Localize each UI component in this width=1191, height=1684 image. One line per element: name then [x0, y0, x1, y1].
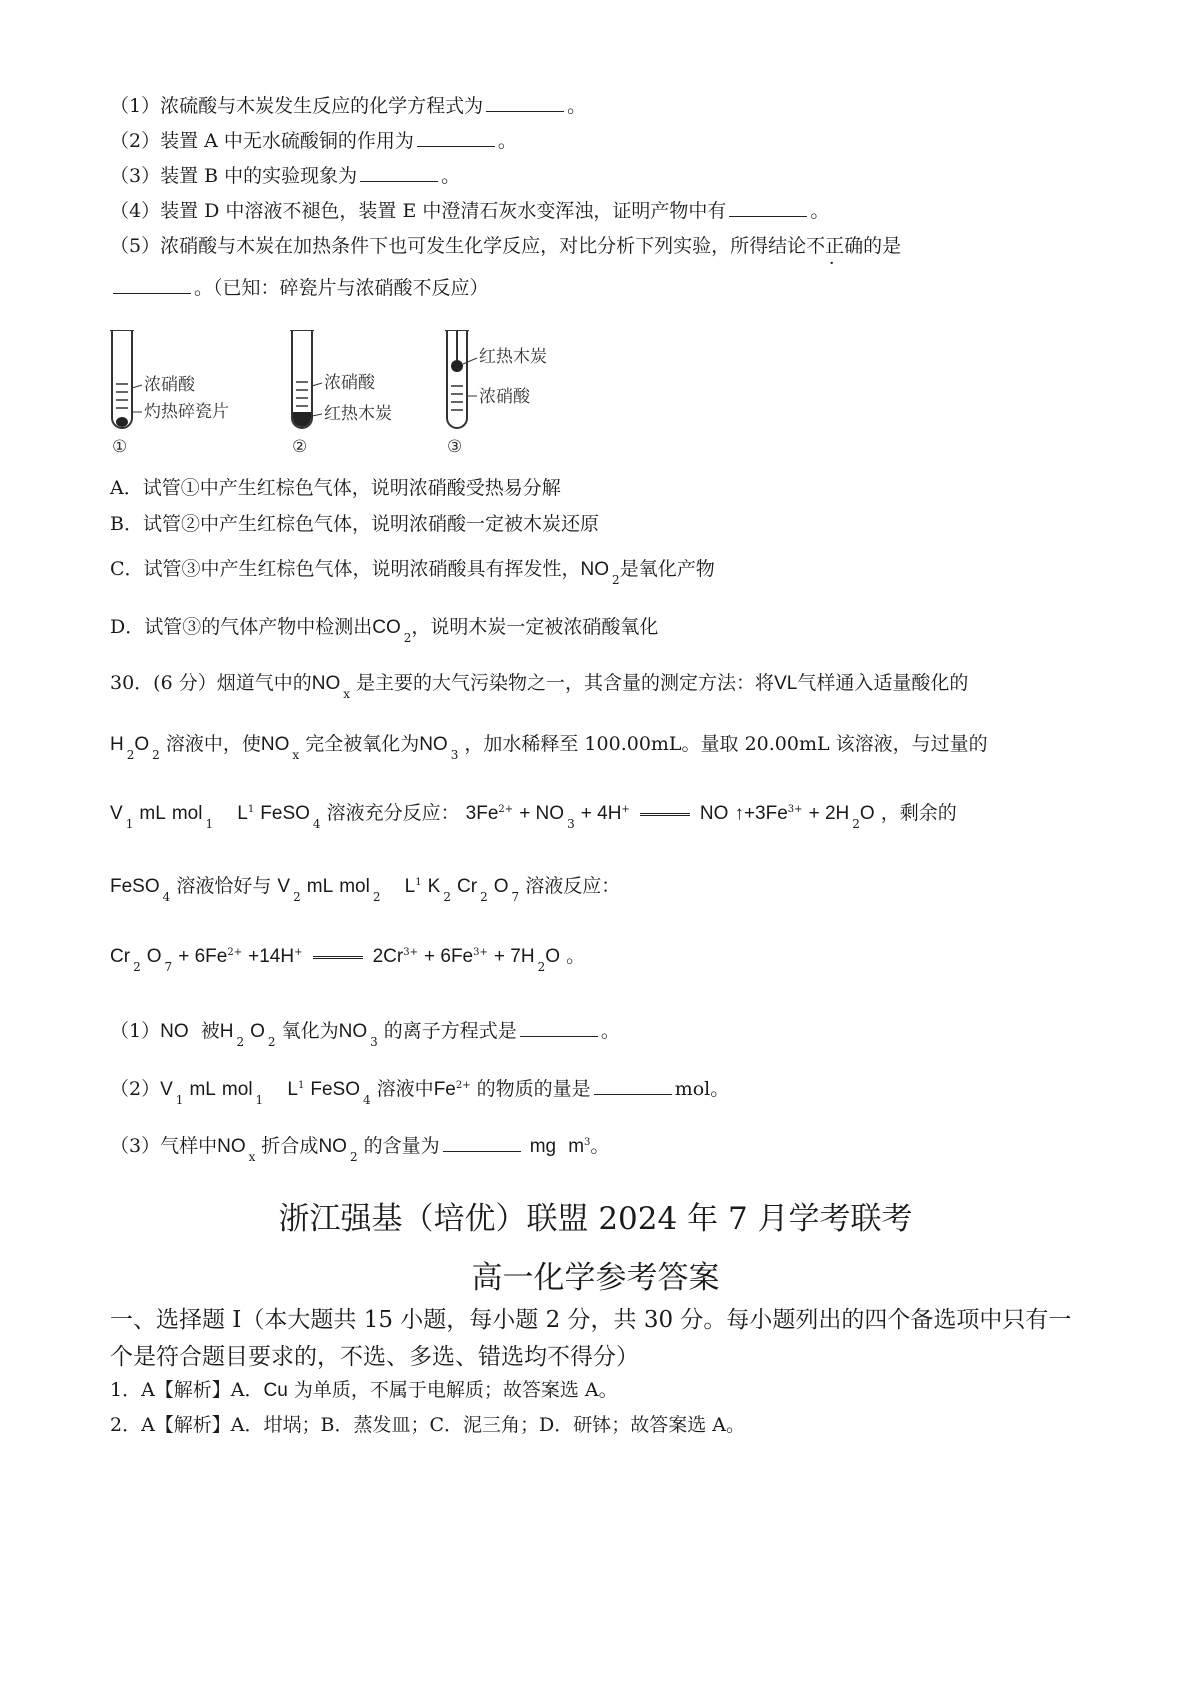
q29-sub2: （2）装置 A 中无水硫酸铜的作用为 。	[110, 130, 517, 152]
q29-sub5-line2: 。（已知：碎瓷片与浓硝酸不反应）	[110, 277, 489, 300]
q30-line1: 30．(6 分）烟道气中的NO $_x$ 是主要的大气污染物之一，其含量的测定方法：将VL气样通入适量酸化的	[110, 672, 969, 701]
answer-2: 2．A【解析】A．坩埚；B．蒸发皿；C．泥三角；D．研钵；故答案选 A。	[110, 1414, 746, 1436]
q29-sub4: （4）装置 D 中溶液不褪色，装置 E 中澄清石灰水变浑浊，证明产物中有 。	[110, 200, 830, 222]
answer-blank	[443, 1135, 521, 1152]
test-tube-1	[110, 330, 229, 457]
answer-blank	[594, 1078, 672, 1095]
test-tube-2	[290, 330, 392, 457]
tube3-number: ③	[447, 437, 463, 457]
tube1-number: ①	[112, 437, 128, 457]
test-tube-figure	[110, 330, 670, 460]
equals-sign	[313, 956, 363, 959]
tube3-label-a: 红热木炭	[479, 347, 547, 367]
q30-line4: FeSO $_4$ 溶液恰好与 V $_2$ mL mol $_2$ $L^1$ K $_2$ Cr $_2$ O $_7$ 溶液反应：	[110, 875, 621, 904]
answer-blank	[113, 277, 191, 294]
equals-sign	[640, 813, 690, 816]
q29-sub3: （3）装置 B 中的实验现象为 。	[110, 165, 461, 187]
option-b: B．试管②中产生红棕色气体，说明浓硝酸一定被木炭还原	[110, 513, 599, 535]
test-tube-3	[445, 330, 547, 457]
option-c: C．试管③中产生红棕色气体，说明浓硝酸具有挥发性，NO $_2$是氧化产物	[110, 558, 715, 587]
q30-sub2: （2）V $_1$ mL mol $_1$ $L^1$ FeSO $_4$ 溶液中$Fe^{2+}$ 的物质的量是 mol。	[110, 1078, 730, 1107]
section-heading: 一、选择题 I（本大题共 15 小题，每小题 2 分，共 30 分。每小题列出的四个备选项中只有一个是符合题目要求的，不选、多选、错选均不得分）	[110, 1307, 1072, 1370]
option-a: A．试管①中产生红棕色气体，说明浓硝酸受热易分解	[110, 477, 561, 499]
q29-sub5: （5）浓硝酸与木炭在加热条件下也可发生化学反应，对比分析下列实验，所得结论不正确的是	[110, 235, 902, 257]
answer-blank	[417, 130, 495, 147]
q30-sub3: （3）气样中NO $_x$ 折合成NO $_2$ 的含量为 mg $m^3$。	[110, 1135, 610, 1164]
q30-line2: H $_2$O $_2$ 溶液中，使NO $_x$ 完全被氧化为NO $_3$ ，加水稀释至 100.00mL。量取 20.00mL 该溶液，与过量的	[110, 733, 988, 762]
tube1-label-a: 浓硝酸	[144, 375, 195, 395]
answer-1: 1．A【解析】A．Cu 为单质，不属于电解质；故答案选 A。	[110, 1379, 618, 1401]
tube1-label-b: 灼热碎瓷片	[144, 402, 229, 422]
tube2-label-a: 浓硝酸	[324, 373, 375, 393]
answer-blank	[360, 165, 438, 182]
tube2-label-b: 红热木炭	[324, 404, 392, 424]
tube2-number: ②	[292, 437, 308, 457]
q30-line3: V $_1$ mL mol $_1$ $L^1$ FeSO $_4$ 溶液充分反应： $3Fe^{2+}$ + NO $_3$ + 4H+ NO $↑+3Fe^{3+} + 2H$ $_2$O ，剩余的	[110, 802, 957, 831]
emphasis-text: 不正确	[806, 235, 864, 257]
tube3-label-b: 浓硝酸	[479, 387, 530, 407]
page-subtitle: 高一化学参考答案	[471, 1260, 720, 1296]
option-d: D．试管③的气体产物中检测出CO $_2$，说明木炭一定被浓硝酸氧化	[110, 616, 659, 645]
answer-blank	[520, 1020, 598, 1037]
q30-line5: Cr $_2$ O $_7 + 6Fe^{2+} +14H^+$ $2Cr^{3+} + 6Fe^{3+} + 7H$ $_2$O 。	[110, 945, 586, 974]
q30-sub1: （1）NO 被H $_2$ O $_2$ 氧化为NO $_3$ 的离子方程式是 。	[110, 1020, 620, 1049]
page-title: 浙江强基（培优）联盟 2024 年 7 月学考联考	[278, 1201, 913, 1237]
q29-sub1: （1）浓硫酸与木炭发生反应的化学方程式为 。	[110, 95, 587, 117]
answer-blank	[486, 95, 564, 112]
answer-blank	[729, 200, 807, 217]
